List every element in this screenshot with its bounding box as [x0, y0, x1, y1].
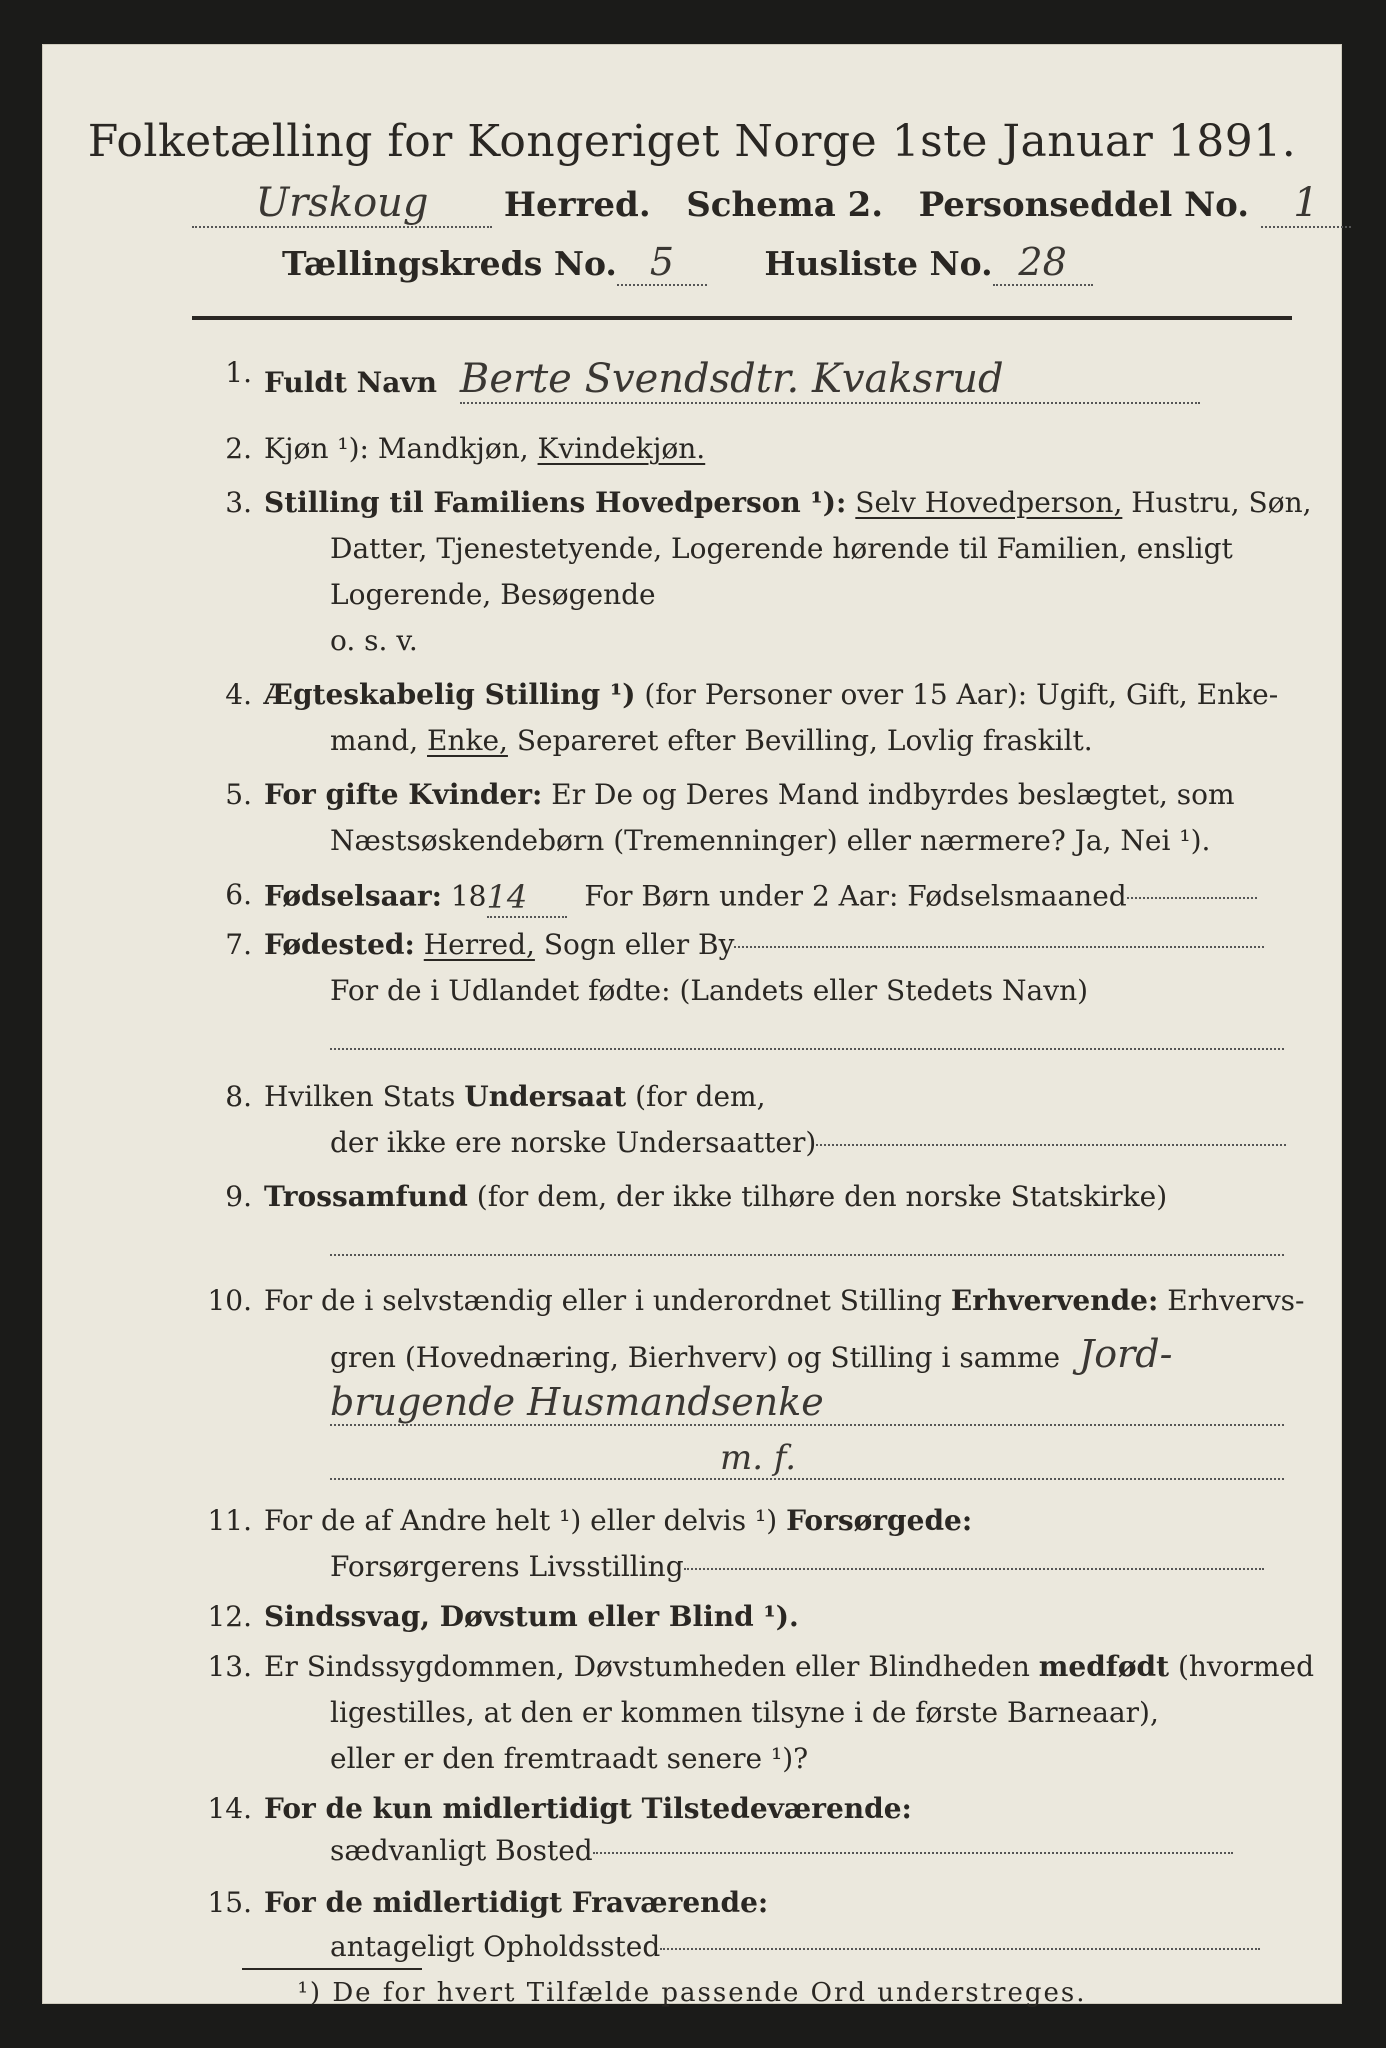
- item-label: For de kun midlertidigt Tilstedeværende:: [264, 1792, 912, 1825]
- item-label: Sindssvag, Døvstum eller Blind ¹).: [264, 1600, 799, 1633]
- item-number: 5.: [225, 778, 252, 811]
- kreds-label: Tællingskreds No.: [282, 244, 617, 283]
- item-text: Separeret efter Bevilling, Lovlig fraskilt.: [516, 724, 1093, 757]
- item-number: 10.: [207, 1284, 252, 1317]
- dotted-fill: [816, 1144, 1286, 1146]
- herred-label: Herred.: [503, 185, 651, 225]
- husliste-value: 28: [993, 240, 1093, 286]
- item-number: 12.: [207, 1600, 252, 1633]
- dotted-fill: [330, 1046, 1284, 1050]
- dotted-fill: [684, 1568, 1264, 1570]
- item-label: Trossamfund: [264, 1180, 468, 1213]
- item-text: antageligt Opholdssted: [330, 1930, 661, 1963]
- item-number: 11.: [207, 1504, 252, 1537]
- item-text: Logerende, Besøgende: [330, 578, 656, 611]
- item-text: gren (Hovednæring, Bierhverv) og Stilling i samme: [330, 1341, 1061, 1374]
- item-label: For gifte Kvinder:: [264, 778, 543, 811]
- occupation-value: brugende Husmandsenke: [330, 1380, 1284, 1426]
- dotted-fill: [660, 1948, 1260, 1950]
- item-text-wrap: [330, 1930, 1284, 1963]
- item-text: ligestilles, at den er kommen tilsyne i de første Barneaar),: [330, 1696, 1159, 1729]
- herred-value: Urskoug: [192, 180, 492, 228]
- item-label: Hvilken Stats: [264, 1080, 456, 1113]
- item-text: o. s. v.: [330, 624, 418, 657]
- header-row-kreds: [282, 240, 1182, 286]
- item-number: 14.: [207, 1792, 252, 1825]
- dotted-fill: [1127, 897, 1257, 899]
- item-label: For de i selvstændig eller i underordnet Stilling: [264, 1284, 942, 1317]
- header-row-herred: [192, 180, 1319, 228]
- item-number: 3.: [225, 486, 252, 519]
- husliste-label: Husliste No.: [764, 244, 993, 283]
- census-form: [42, 44, 1342, 2008]
- item-label: Fuldt Navn: [264, 366, 438, 399]
- item-number: 9.: [225, 1180, 252, 1213]
- item-number: 15.: [207, 1886, 252, 1919]
- kreds-value: 5: [617, 240, 707, 286]
- item-text: Hustru, Søn,: [1131, 486, 1312, 519]
- schema-label: Schema 2.: [686, 185, 884, 225]
- item-label: Stilling til Familiens Hovedperson ¹):: [264, 486, 847, 519]
- form-title: Folketælling for Kongeriget Norge 1ste Januar 1891.: [87, 116, 1297, 167]
- footnote: ¹) De for hvert Tilfælde passende Ord understreges.: [297, 1978, 1087, 2008]
- item-label: For de midlertidigt Fraværende:: [264, 1886, 769, 1919]
- item-text: For de i Udlandet fødte: (Landets eller Stedets Navn): [330, 974, 1089, 1007]
- item-text: Er De og Deres Mand indbyrdes beslægtet, som: [551, 778, 1235, 811]
- item-text: Erhvervs-: [1167, 1284, 1305, 1317]
- personseddel-value: 1: [1261, 180, 1351, 228]
- occupation-value: Jord-: [1079, 1332, 1173, 1376]
- item-label: Fødselsaar:: [264, 879, 442, 913]
- birth-year-prefix: 18: [450, 879, 487, 913]
- occupation-note: m. f.: [720, 1438, 797, 1478]
- item-text: sædvanligt Bosted: [330, 1834, 593, 1867]
- personseddel-label: Personseddel No.: [918, 185, 1250, 225]
- item-label: Kjøn ¹): Mandkjøn,: [264, 432, 529, 465]
- item-number: 2.: [225, 432, 252, 465]
- item-text: (for dem, der ikke tilhøre den norske Statskirke): [476, 1180, 1168, 1213]
- item-text: Forsørgerens Livsstilling: [330, 1550, 684, 1583]
- birthplace-selected: Herred,: [423, 928, 535, 961]
- item-text: (hvormed: [1177, 1650, 1314, 1683]
- item-label: Forsørgede:: [786, 1504, 973, 1537]
- dotted-fill: [734, 946, 1264, 948]
- item-text: (for dem,: [635, 1080, 766, 1113]
- item-number: 8.: [225, 1080, 252, 1113]
- item-text: eller er den fremtraadt senere ¹)?: [330, 1742, 809, 1775]
- dotted-fill: [593, 1852, 1233, 1854]
- header-divider: [192, 316, 1292, 320]
- item-text: For Børn under 2 Aar: Fødselsmaaned: [584, 879, 1127, 913]
- birth-year-value: 14: [487, 878, 567, 918]
- item-number: 6.: [225, 878, 252, 911]
- item-number: 1.: [225, 356, 252, 389]
- full-name-value: Berte Svendsdtr. Kvaksrud: [460, 356, 1200, 404]
- gender-selected: Kvindekjøn.: [537, 432, 706, 465]
- item-label: Er Sindssygdommen, Døvstumheden eller Blindheden: [264, 1650, 1030, 1683]
- item-text: mand,: [330, 724, 419, 757]
- item-number: 7.: [225, 928, 252, 961]
- item-label: Undersaat: [464, 1080, 627, 1113]
- dotted-fill: [330, 1252, 1284, 1256]
- item-text: der ikke ere norske Undersaatter): [330, 1126, 817, 1159]
- item-text: Sogn eller By: [543, 928, 735, 961]
- item-label: For de af Andre helt ¹) eller delvis ¹): [264, 1504, 778, 1537]
- item-number: 4.: [225, 678, 252, 711]
- item-label: Erhvervende:: [950, 1284, 1159, 1317]
- item-number: 13.: [207, 1650, 252, 1683]
- item-label: Fødested:: [264, 928, 415, 961]
- item-label: medfødt: [1038, 1650, 1170, 1683]
- item-text: (for Personer over 15 Aar): Ugift, Gift, Enke-: [644, 678, 1279, 711]
- marital-selected: Enke,: [427, 724, 508, 757]
- footnote-divider: [242, 1968, 422, 1970]
- item-text: Datter, Tjenestetyende, Logerende hørende til Familien, ensligt: [330, 532, 1233, 565]
- item-label: Ægteskabelig Stilling ¹): [264, 678, 636, 711]
- position-selected: Selv Hovedperson,: [855, 486, 1123, 519]
- item-text: Næstsøskendebørn (Tremenninger) eller nærmere? Ja, Nei ¹).: [330, 824, 1211, 857]
